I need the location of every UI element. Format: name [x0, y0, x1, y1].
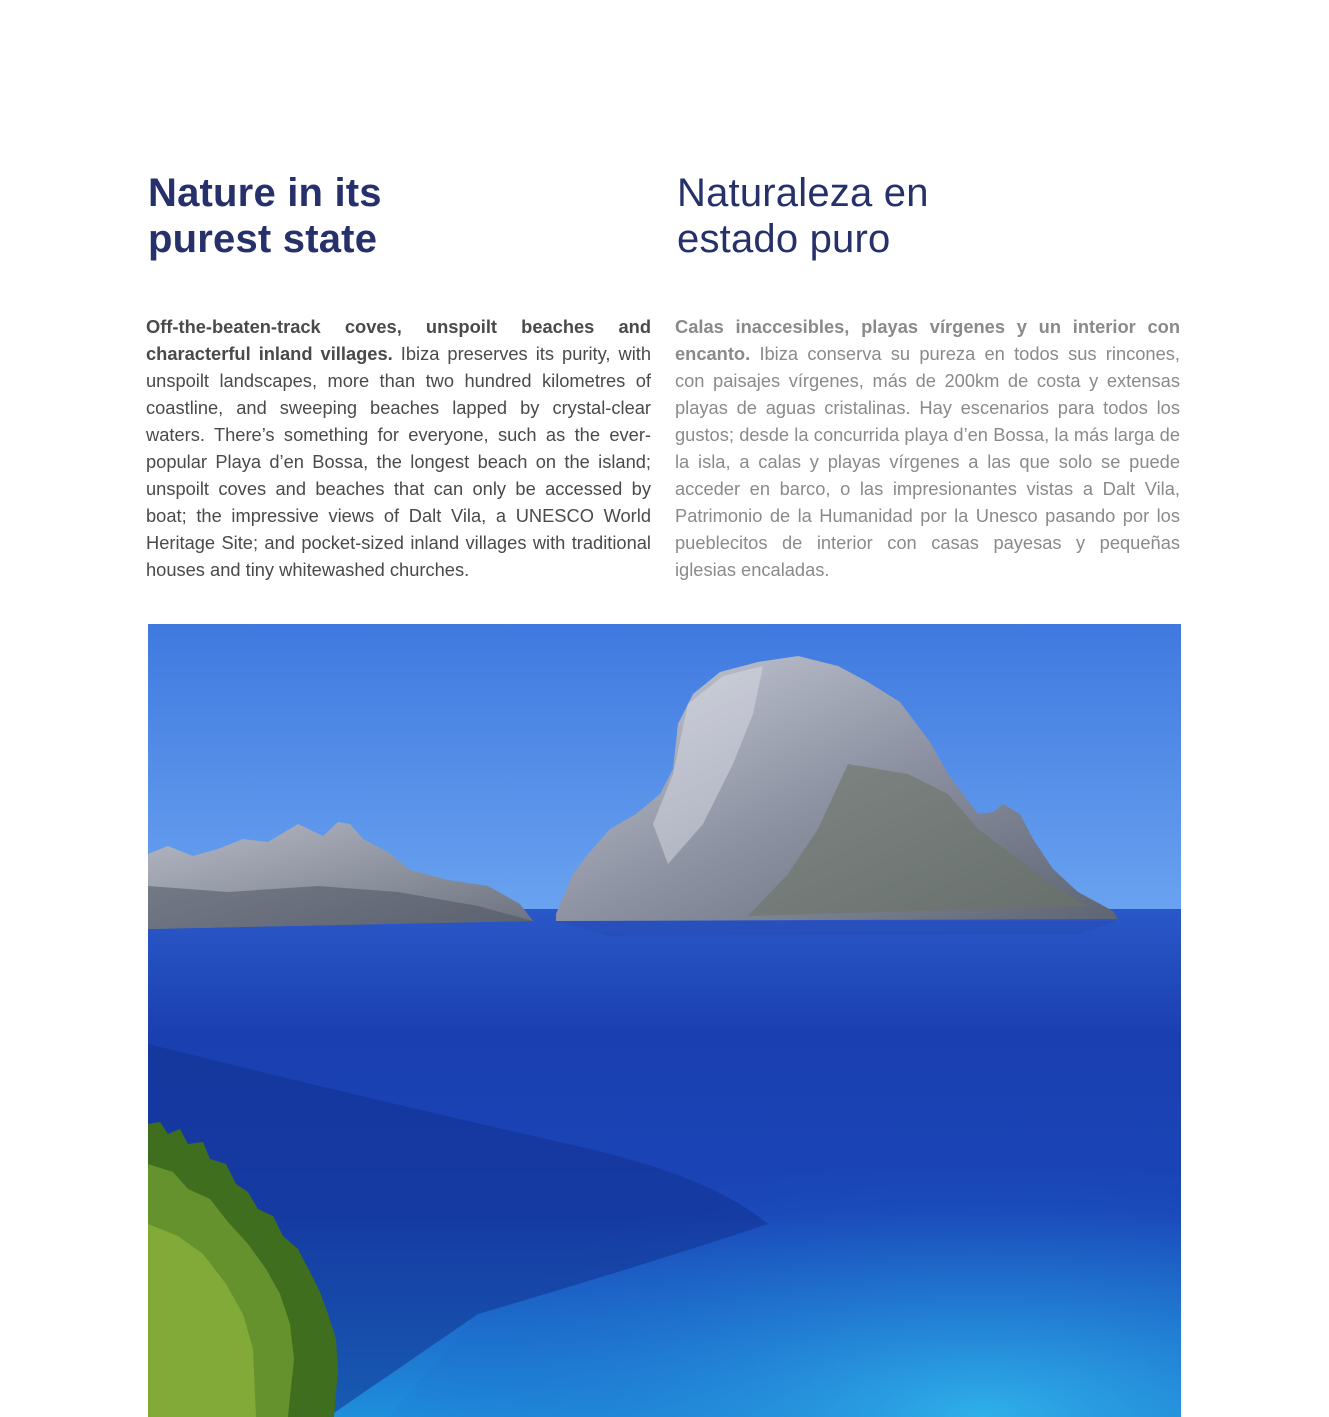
english-title — [148, 170, 382, 262]
spanish-paragraph — [675, 313, 1180, 583]
spanish-title-line-1: Naturaleza en — [677, 171, 929, 215]
island-photo — [148, 624, 1181, 1417]
spanish-title-line-2: estado puro — [677, 217, 891, 261]
spanish-body: Ibiza conserva su pureza en todos sus rincones, con paisajes vírgenes, más de 200km de costa y extensas playas de aguas cristalinas. Hay escenarios para todos los gustos; desde la concurrida playa d’en Bossa, la más larga de la isla, a calas y playas vírgenes a las que solo se puede acceder en barco, o las impresionantes vistas a Dalt Vila, Patrimonio de la Humanidad por la Unesco pasando por los pueblecitos de interior con casas payesas y pequeñas iglesias encaladas. — [675, 343, 1180, 580]
spanish-lead: Calas inaccesibles, playas vírgenes y un interior con encanto. — [675, 316, 1180, 364]
islet-reflection — [556, 921, 1118, 936]
english-lead: Off-the-beaten-track coves, unspoilt beaches and characterful inland villages. — [146, 316, 651, 364]
english-paragraph — [146, 313, 651, 583]
english-body: Ibiza preserves its purity, with unspoilt landscapes, more than two hundred kilometres of coastline, and sweeping beaches lapped by crystal-clear waters. There’s something for everyone, such as the ever-popular Playa d’en Bossa, the longest beach on the island; unspoilt coves and beaches that can only be accessed by boat; the impressive views of Dalt Vila, a UNESCO World Heritage Site; and pocket-sized inland villages with traditional houses and tiny whitewashed churches. — [146, 343, 652, 580]
spanish-title — [677, 170, 929, 262]
english-title-line-2: purest state — [148, 217, 378, 261]
english-title-line-1: Nature in its — [148, 171, 382, 215]
